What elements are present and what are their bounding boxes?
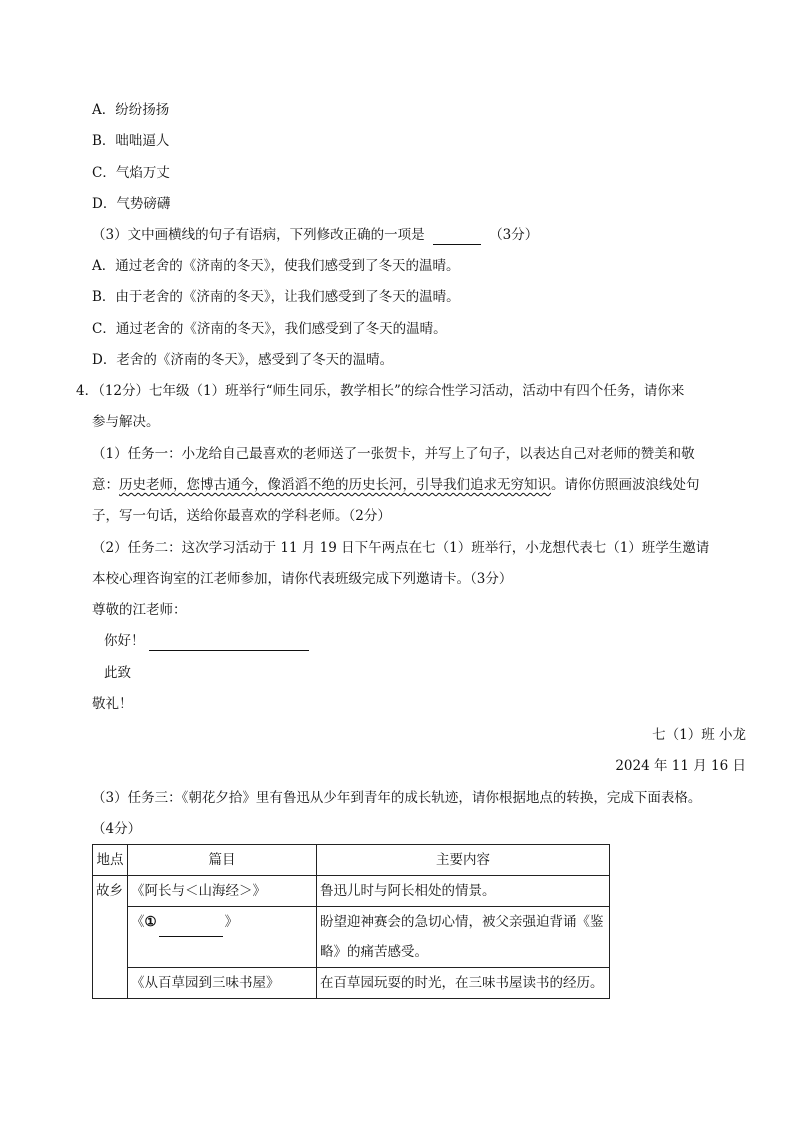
title-cell: 《阿长与＜山海经＞》 bbox=[128, 876, 317, 907]
content-line2: 略》的痛苦感受。 bbox=[320, 944, 428, 960]
table-row bbox=[93, 907, 610, 968]
content-cell: 在百草园玩耍的时光，在三味书屋读书的经历。 bbox=[317, 968, 610, 999]
header-title: 篇目 bbox=[128, 845, 317, 876]
header-content: 主要内容 bbox=[317, 845, 610, 876]
task1-line1: （1）任务一：小龙给自己最喜欢的老师送了一张贺卡，并写上了句子，以表达自己对老师的赞美和敬 bbox=[92, 446, 695, 462]
wavy-sentence: 历史老师，您博古通今，像滔滔不绝的历史长河，引导我们追求无穷知识 bbox=[119, 477, 551, 493]
task1-line2 bbox=[92, 475, 700, 495]
place-cell: 故乡 bbox=[93, 876, 128, 999]
task1-prefix: 意： bbox=[92, 477, 119, 493]
letter-salutation: 尊敬的江老师： bbox=[92, 602, 187, 618]
table-row bbox=[93, 876, 610, 907]
title-cell: 《从百草园到三味书屋》 bbox=[128, 968, 317, 999]
invitation-answer-blank[interactable] bbox=[149, 635, 309, 651]
content-cell bbox=[317, 907, 610, 968]
task1-suffix: 。请你仿照画波浪线处句 bbox=[551, 477, 700, 493]
letter-signature: 七（1）班 小龙 bbox=[652, 727, 746, 743]
circled-one-mark: ① bbox=[144, 914, 157, 930]
letter-closing-1: 此致 bbox=[104, 665, 131, 681]
q3-stem bbox=[92, 225, 538, 245]
q3-option-c: C．通过老舍的《济南的冬天》，我们感受到了冬天的温晴。 bbox=[92, 321, 447, 337]
task3-line2: （4分） bbox=[92, 821, 142, 837]
task2-line2: 本校心理咨询室的江老师参加，请你代表班级完成下列邀请卡。（3分） bbox=[92, 571, 513, 587]
task3-line1: （3）任务三：《朝花夕拾》里有鲁迅从少年到青年的成长轨迹，请你根据地点的转换，完成下面表格。 bbox=[92, 790, 702, 806]
letter-date: 2024 年 11 月 16 日 bbox=[615, 758, 746, 774]
task1-line3: 子，写一句话，送给你最喜欢的学科老师。（2分） bbox=[92, 508, 391, 524]
header-place: 地点 bbox=[93, 845, 128, 876]
q4-intro-line1: 4．（12分）七年级（1）班举行“师生同乐，教学相长”的综合性学习活动，活动中有四个任务，请你来 bbox=[76, 383, 685, 399]
q3-option-d: D．老舍的《济南的冬天》，感受到了冬天的温晴。 bbox=[92, 352, 394, 368]
q3-option-a: A．通过老舍的《济南的冬天》，使我们感受到了冬天的温晴。 bbox=[92, 258, 460, 274]
letter-greeting-line bbox=[104, 631, 309, 651]
title-open-bracket: 《 bbox=[131, 914, 145, 930]
option-b-prev: B．咄咄逼人 bbox=[92, 133, 170, 149]
task2-line1: （2）任务二：这次学习活动于 11 月 19 日下午两点在七（1）班举行，小龙想代表七（1）班学生邀请 bbox=[92, 540, 710, 556]
q3-option-b: B．由于老舍的《济南的冬天》，让我们感受到了冬天的温晴。 bbox=[92, 289, 460, 305]
table-header-row bbox=[93, 845, 610, 876]
zhaohua-table bbox=[92, 844, 610, 999]
q4-intro-line2: 参与解决。 bbox=[92, 414, 160, 430]
title-cell-blank bbox=[128, 907, 317, 968]
q3-answer-blank[interactable] bbox=[433, 229, 481, 245]
title-close-bracket: 》 bbox=[224, 914, 239, 930]
letter-closing-2: 敬礼！ bbox=[92, 696, 133, 712]
content-cell: 鲁迅儿时与阿长相处的情景。 bbox=[317, 876, 610, 907]
option-a-prev: A．纷纷扬扬 bbox=[92, 102, 170, 118]
option-d-prev: D．气势磅礴 bbox=[92, 196, 171, 212]
title-answer-blank[interactable] bbox=[159, 921, 223, 937]
letter-greeting: 你好！ bbox=[104, 633, 145, 649]
q3-stem-text: （3）文中画横线的句子有语病，下列修改正确的一项是 bbox=[92, 227, 425, 243]
q3-score: （3分） bbox=[489, 227, 539, 243]
option-c-prev: C．气焰万丈 bbox=[92, 165, 170, 181]
content-line1: 盼望迎神赛会的急切心情，被父亲强迫背诵《鉴 bbox=[320, 914, 604, 930]
table-row bbox=[93, 968, 610, 999]
